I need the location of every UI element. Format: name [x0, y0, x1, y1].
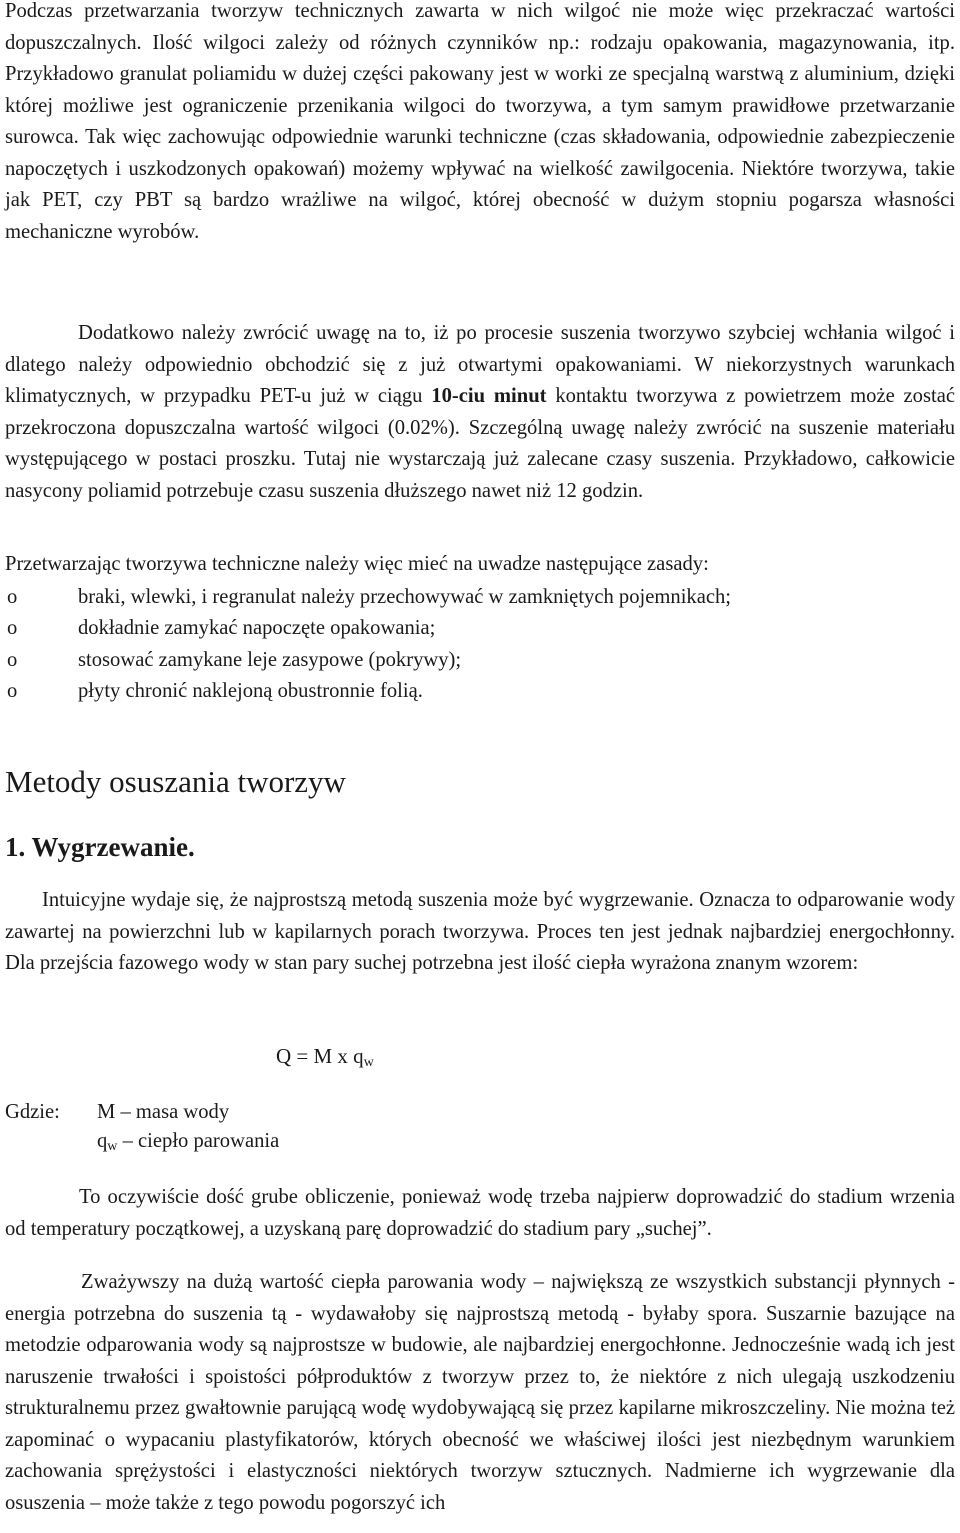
list-bullet: o [7, 680, 18, 703]
legend-label: Gdzie: [5, 1101, 60, 1123]
formula-text: Q = M x q [276, 1044, 364, 1068]
paragraph-energy: Zważywszy na dużą wartość ciepła parowania wody – największą ze wszystkich substancji płynnych - energia potrzebna do suszenia tą - wydawałoby się najprostszą metodą - byłaby spora. Suszarnie bazujące na metodzie odparowania wody są najprostsze w budowie, ale najbardziej energochłonne. Jednocześnie wadą ich jest naruszenie trwałości i spoistości półproduktów z tworzyw przez to, że niektóre z nich ulegają uszkodzeniu strukturalnemu przez gwałtownie parującą wodę wydobywającą się przez kapilarne mikroszczeliny. Nie można też zapominać o wypacaniu plastyfikatorów, których obecność we właściwej ilości jest niezbędnym warunkiem zachowania sprężystości i elastyczności niektórych tworzyw sztucznych. Nadmierne ich wygrzewanie dla osuszenia – może także z tego powodu pogorszyć ich [5, 1271, 955, 1514]
paragraph-calculation-note: To oczywiście dość grube obliczenie, ponieważ wodę trzeba najpierw doprowadzić do stadium wrzenia od temperatury początkowej, a uzyskaną parę doprowadzić do stadium pary „suchej”. [5, 1186, 955, 1240]
section-heading: Metody osuszania tworzyw [5, 764, 346, 799]
list-item [5, 645, 731, 676]
list-item-text: płyty chronić naklejoną obustronnie folią. [78, 680, 423, 703]
legend-heat-subscript: w [107, 1139, 118, 1154]
paragraph-drying-note-start: Dodatkowo należy zwrócić uwagę na to, iż po procesie suszenia tworzywo szybciej wchłania wilgoć i dlatego należy odpowiednio obchodzić się z już otwartymi opakowaniami. W niekorzystnych warunkach klimatycznych, w przypadku PET-u już w ciągu [5, 322, 955, 407]
paragraph-drying-note-end: kontaktu tworzywa z powietrzem może zostać przekroczona dopuszczalna wartość wilgoci (0.02%). Szczególną uwagę należy zwrócić na suszenie materiału występującego w postaci proszku. Tutaj nie wystarczają już zalecane czasy suszenia. Przykładowo, całkowicie nasycony poliamid potrzebuje czasu suszenia dłuższego nawet niż 12 godzin. [5, 385, 955, 502]
paragraph-rules-intro: Przetwarzając tworzywa techniczne należy więc mieć na uwadze następujące zasady: [5, 553, 709, 575]
list-item-text: stosować zamykane leje zasypowe (pokrywy); [78, 648, 462, 671]
list-bullet: o [7, 648, 18, 671]
legend-mass: M – masa wody [97, 1101, 230, 1123]
paragraph-heating-intro: Intuicyjne wydaje się, że najprostszą metodą suszenia może być wygrzewanie. Oznacza to odparowanie wody zawartej na powierzchni lub w kapilarnych porach tworzywa. Proces ten jest jednak najbardziej energochłonny. Dla przejścia fazowego wody w stan pary suchej potrzebna jest ilość ciepła wyrażona znanym wzorem: [5, 889, 955, 974]
list-item-text: dokładnie zamykać napoczęte opakowania; [78, 617, 436, 640]
list-bullet: o [7, 617, 18, 640]
rules-list [5, 582, 731, 708]
formula [276, 1041, 374, 1078]
legend-heat-text: – ciepło parowania [117, 1130, 280, 1152]
legend-heat-symbol: q [97, 1130, 108, 1152]
subsection-heading: 1. Wygrzewanie. [5, 832, 195, 862]
legend-heat [97, 1126, 279, 1162]
list-item [5, 613, 731, 644]
paragraph-drying-note [5, 318, 955, 507]
formula-subscript: w [363, 1055, 374, 1070]
paragraph-moisture-limits: Podczas przetwarzania tworzyw technicznych zawarta w nich wilgoć nie może więc przekraczać wartości dopuszczalnych. Ilość wilgoci zależy od różnych czynników np.: rodzaju opakowania, magazynowania, itp. Przykładowo granulat poliamidu w dużej części pakowany jest w worki ze specjalną warstwą z aluminium, dzięki której możliwe jest ograniczenie przenikania wilgoci do tworzywa, a tym samym prawidłowe przetwarzanie surowca. Tak więc zachowując odpowiednie warunki techniczne (czas składowania, odpowiednie zabezpieczenie napoczętych i uszkodzonych opakowań) możemy wpływać na wielkość zawilgocenia. Niektóre tworzywa, takie jak PET, czy PBT są bardzo wrażliwe na wilgoć, której obecność w dużym stopniu pogarsza własności mechaniczne wyrobów. [5, 0, 955, 243]
list-item-text: braki, wlewki, i regranulat należy przechowywać w zamkniętych pojemnikach; [78, 586, 732, 608]
paragraph-drying-note-bold: 10-ciu minut [431, 385, 547, 407]
list-item [5, 582, 731, 613]
list-bullet: o [7, 586, 18, 608]
list-item [5, 676, 731, 707]
